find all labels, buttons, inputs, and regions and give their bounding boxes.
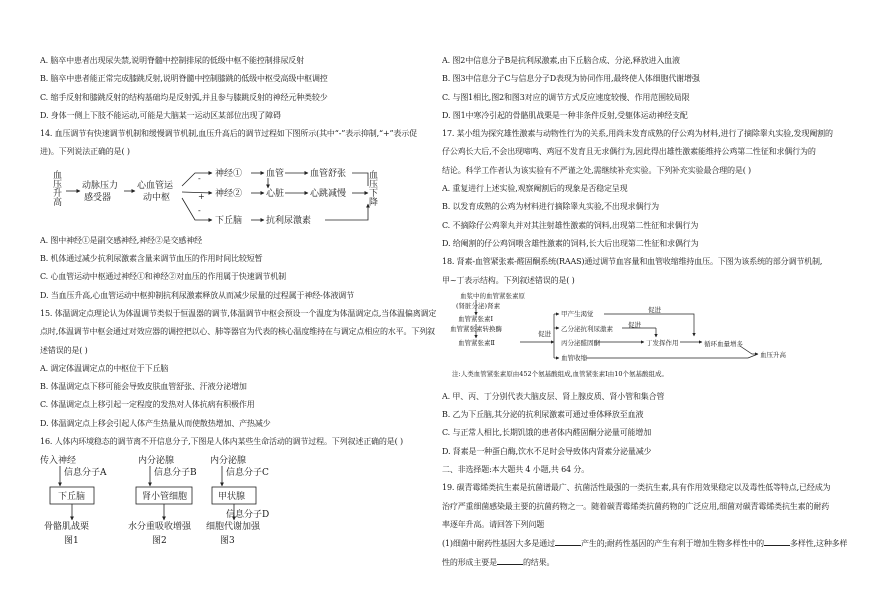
- d18-n2b: 血管紧张素转换酶: [450, 324, 502, 333]
- q17-option-c: C. 不摘除仔公鸡睾丸并对其注射雄性激素的饲料,出现第二性征和求偶行为: [442, 220, 699, 230]
- d16-f1-box: 下丘脑: [58, 492, 86, 503]
- q19-1-text-a: (1)细菌中耐药性基因大多是通过: [442, 539, 555, 549]
- q15-stem-3: 述错误的是( ): [40, 345, 88, 355]
- q16-signal-molecule-diagram: [40, 455, 440, 547]
- d14-bp-up: 血压升高: [51, 169, 61, 206]
- q17-option-a: A. 重复进行上述实验,观察阉割后的现象是否稳定呈现: [442, 184, 628, 194]
- q15-stem-2: 点时,体温调节中枢会通过对效应器的调控把以心、肺等器官为代表的核心温度维持在与调定点相应的水平。下列叙: [40, 327, 435, 337]
- q17-option-d: D. 给阉割的仔公鸡饲喂含雄性激素的饲料,长大后出现第二性征和求偶行为: [442, 238, 699, 248]
- q15-option-d: D. 体温调定点上移会引起人体产生热量从而使散热增加、产热减少: [40, 418, 271, 428]
- d14-baro-2: 感受器: [84, 192, 112, 203]
- q14-option-c: C. 心血管运动中枢通过神经①和神经②对血压的作用属于快速调节机制: [40, 272, 286, 282]
- d16-f3-box: 甲状腺: [218, 492, 246, 503]
- right-column: [442, 56, 847, 575]
- d14-heart-slow: 心跳减慢: [310, 188, 347, 199]
- d16-f1-sig: 信息分子A: [64, 468, 107, 479]
- q19-stem-2: 治疗严重细菌感染最主要的抗菌药物之一。随着碳青霉烯类抗菌药物的广泛应用,细菌对碳青霉烯类抗生素的耐药: [442, 501, 830, 511]
- q18-raas-diagram: [442, 292, 847, 388]
- q13-option-a: A. 脑卒中患者出现尿失禁,说明脊髓中控制排尿的低级中枢不能控制排尿反射: [40, 56, 305, 65]
- q15-option-c: C. 体温调定点上移引起一定程度的发热对人体抗病有积极作用: [40, 400, 255, 410]
- d18-d: 丁发挥作用: [646, 338, 679, 347]
- q16-option-d: D. 图1中寒冷引起的骨骼肌战栗是一种非条件反射,受躯体运动神经支配: [442, 110, 688, 120]
- d18-n1b: (肾脏分泌)肾素: [456, 301, 501, 310]
- d16-f2-out: 水分重吸收增强: [128, 522, 192, 533]
- q17-stem-3: 结论。科学工作者认为该实验有不严谨之处,需继续补充实验。下列补充实验最合理的是( ): [442, 165, 752, 175]
- q13-option-d: D. 身体一侧上下肢不能运动,可能是大脑某一运动区某部位出现了障碍: [40, 110, 281, 120]
- q19-stem-1: 19. 碳青霉烯类抗生素是抗菌谱最广、抗菌活性最强的一类抗生素,具有作用效果稳定以及毒性低等特点,已经成为: [442, 483, 831, 493]
- q14-stem-2: 进)。下列说法正确的是( ): [40, 147, 130, 157]
- q16-option-c: C. 与图1相比,图2和图3对应的调节方式反应速度较慢、作用范围较局限: [442, 92, 690, 102]
- d16-f2-sig: 信息分子B: [154, 468, 197, 479]
- d14-plus-1: +: [198, 191, 205, 201]
- d18-a: 甲产生渴觉: [561, 309, 594, 318]
- q14-option-d: D. 当血压升高,心血管运动中枢抑制抗利尿激素释放从而减少尿量的过程属于神经-体液调节: [40, 290, 355, 300]
- d18-n2: 血管紧张素Ⅰ: [458, 314, 494, 323]
- d18-n1: 血浆中的血管紧张素原: [460, 291, 525, 300]
- d18-b: 乙分泌抗利尿激素: [561, 324, 613, 333]
- d18-note: 注:人类血管紧张素原由452个氨基酸组成,血管紧张素Ⅰ由10个氨基酸组成。: [452, 369, 669, 378]
- q15-option-b: B. 体温调定点下移可能会导致皮肤血管舒张、汗液分泌增加: [40, 382, 247, 392]
- q18-stem-1: 18. 肾素-血管紧张素-醛固酮系统(RAAS)通过调节血容量和血管收缩维持血压。下图为该系统的部分调节机制,: [442, 257, 823, 267]
- d18-c: 丙分泌醛固酮: [561, 338, 600, 347]
- q18-option-c: C. 与正常人相比,长期饥饿的患者体内醛固酮分泌量可能增加: [442, 428, 652, 438]
- d18-n3: 血管紧张素Ⅱ: [458, 338, 495, 347]
- q15-stem-1: 15. 体温调定点理论认为体温调节类似于恒温器的调节,体温调节中枢会预设一个温度为体温调定点,当体温偏离调定: [40, 308, 437, 318]
- d16-f1-top: 传入神经: [40, 456, 77, 467]
- d18-f: 血压升高: [760, 350, 786, 359]
- q18-option-a: A. 甲、丙、丁分别代表大脑皮层、肾上腺皮质、肾小管和集合管: [442, 391, 665, 401]
- d16-f2-top: 内分泌腺: [138, 456, 175, 467]
- d16-f3-sig: 信息分子C: [226, 468, 269, 479]
- q18-stem-2: 甲~丁表示结构。下列叙述错误的是( ): [442, 275, 575, 285]
- q17-stem-1: 17. 某小组为探究雄性激素与动物性行为的关系,用尚未发育成熟的仔公鸡为材料,进行了摘除睾丸实验,发现阉割的: [442, 129, 833, 139]
- d16-f2-box: 肾小管细胞: [142, 492, 188, 503]
- d14-baro-1: 动脉压力: [82, 180, 119, 191]
- d16-f1-out: 骨骼肌战栗: [44, 522, 90, 533]
- q19-blank-2[interactable]: [764, 538, 790, 546]
- q14-option-a: A. 图中神经①是副交感神经,神经②是交感神经: [40, 235, 202, 245]
- q19-part1-line2: [442, 557, 847, 567]
- q16-stem: 16. 人体内环境稳态的调节离不开信息分子,下图是人体内某些生命活动的调节过程。下列叙述正确的是( ): [40, 437, 403, 447]
- q19-1-text-c: 多样性,这种多样: [790, 539, 847, 549]
- d14-bp-down: 血压下降: [367, 169, 377, 206]
- q19-blank-3[interactable]: [497, 557, 523, 565]
- q19-2-text-a: 性的形成主要是: [442, 557, 497, 567]
- q17-stem-2: 仔公鸡长大后,不会出现啼鸣、鸡冠不发育且无求偶行为,因此得出雄性激素能维持公鸡第二性征和求偶行为的: [442, 147, 816, 157]
- q18-option-b: B. 乙为下丘脑,其分泌的抗利尿激素可通过垂体释放至血液: [442, 410, 644, 420]
- d14-vessel: 血管: [266, 168, 285, 179]
- q16-option-a: A. 图2中信息分子B是抗利尿激素,由下丘脑合成、分泌,释放进入血液: [442, 56, 680, 65]
- d14-nerve1: 神经①: [215, 168, 243, 179]
- d14-vessel-dil: 血管舒张: [310, 168, 347, 179]
- d18-g: 血管收缩: [561, 353, 587, 362]
- q14-stem-1: 14. 血压调节有快速调节机制和缓慢调节机制,血压升高后的调节过程如下图所示(其中“-”表示抑制,“+”表示促: [40, 129, 417, 139]
- d14-minus-2: -: [198, 205, 201, 215]
- q17-option-b: B. 以发育成熟的公鸡为材料进行摘除睾丸实验,不出现求偶行为: [442, 202, 660, 212]
- d18-promote-2: 促进: [628, 320, 641, 329]
- section-2-heading: 二、非选择题:本大题共 4 小题,共 64 分。: [442, 465, 590, 475]
- d18-promote-1: 促进: [648, 305, 661, 314]
- d16-f3-sig2: 信息分子D: [226, 510, 270, 521]
- d18-promote-3: 促进: [538, 329, 551, 338]
- q15-option-a: A. 调定体温调定点的中枢位于下丘脑: [40, 363, 169, 373]
- q14-blood-pressure-diagram: [40, 166, 440, 230]
- q16-option-b: B. 图3中信息分子C与信息分子D表现为协同作用,最终使人体细胞代谢增强: [442, 74, 700, 84]
- q13-option-b: B. 脑卒中患者能正常完成膝跳反射,说明脊髓中控制膝跳的低级中枢受高级中枢调控: [40, 74, 328, 84]
- q14-option-b: B. 机体通过减少抗利尿激素含量来调节血压的作用时间比较短暂: [40, 254, 263, 264]
- q19-2-text-b: 的结果。: [522, 557, 555, 567]
- d14-center-1: 心血管运: [137, 180, 174, 191]
- q19-stem-3: 率逐年升高。请回答下列问题: [442, 519, 545, 529]
- q18-option-d: D. 肾素是一种蛋白酶,饮水不足时会导致体内肾素分泌量减少: [442, 446, 652, 456]
- d16-f3-out: 细胞代谢加强: [206, 522, 261, 533]
- d18-e-1: 循环血量增多: [704, 339, 743, 348]
- q19-1-text-b: 产生的;耐药性基因的产生有利于增加生物多样性中的: [580, 539, 765, 549]
- d14-center-2: 动中枢: [143, 192, 171, 203]
- d16-f1-cap: 图1: [64, 536, 79, 547]
- d14-hypo: 下丘脑: [215, 215, 243, 226]
- d16-f3-cap: 图3: [220, 536, 235, 547]
- d14-heart: 心脏: [266, 188, 285, 199]
- d14-minus-1: -: [198, 173, 201, 183]
- d14-nerve2: 神经②: [215, 188, 243, 199]
- q13-option-c: C. 缩手反射和膝跳反射的结构基础均是反射弧,并且参与膝跳反射的神经元种类较少: [40, 92, 328, 102]
- d16-f2-cap: 图2: [152, 536, 167, 547]
- d14-adh: 抗利尿激素: [266, 215, 312, 226]
- left-column: [40, 56, 440, 547]
- q19-blank-1[interactable]: [555, 538, 581, 546]
- d16-f3-top: 内分泌腺: [210, 456, 247, 467]
- q19-part1-line1: [442, 538, 847, 548]
